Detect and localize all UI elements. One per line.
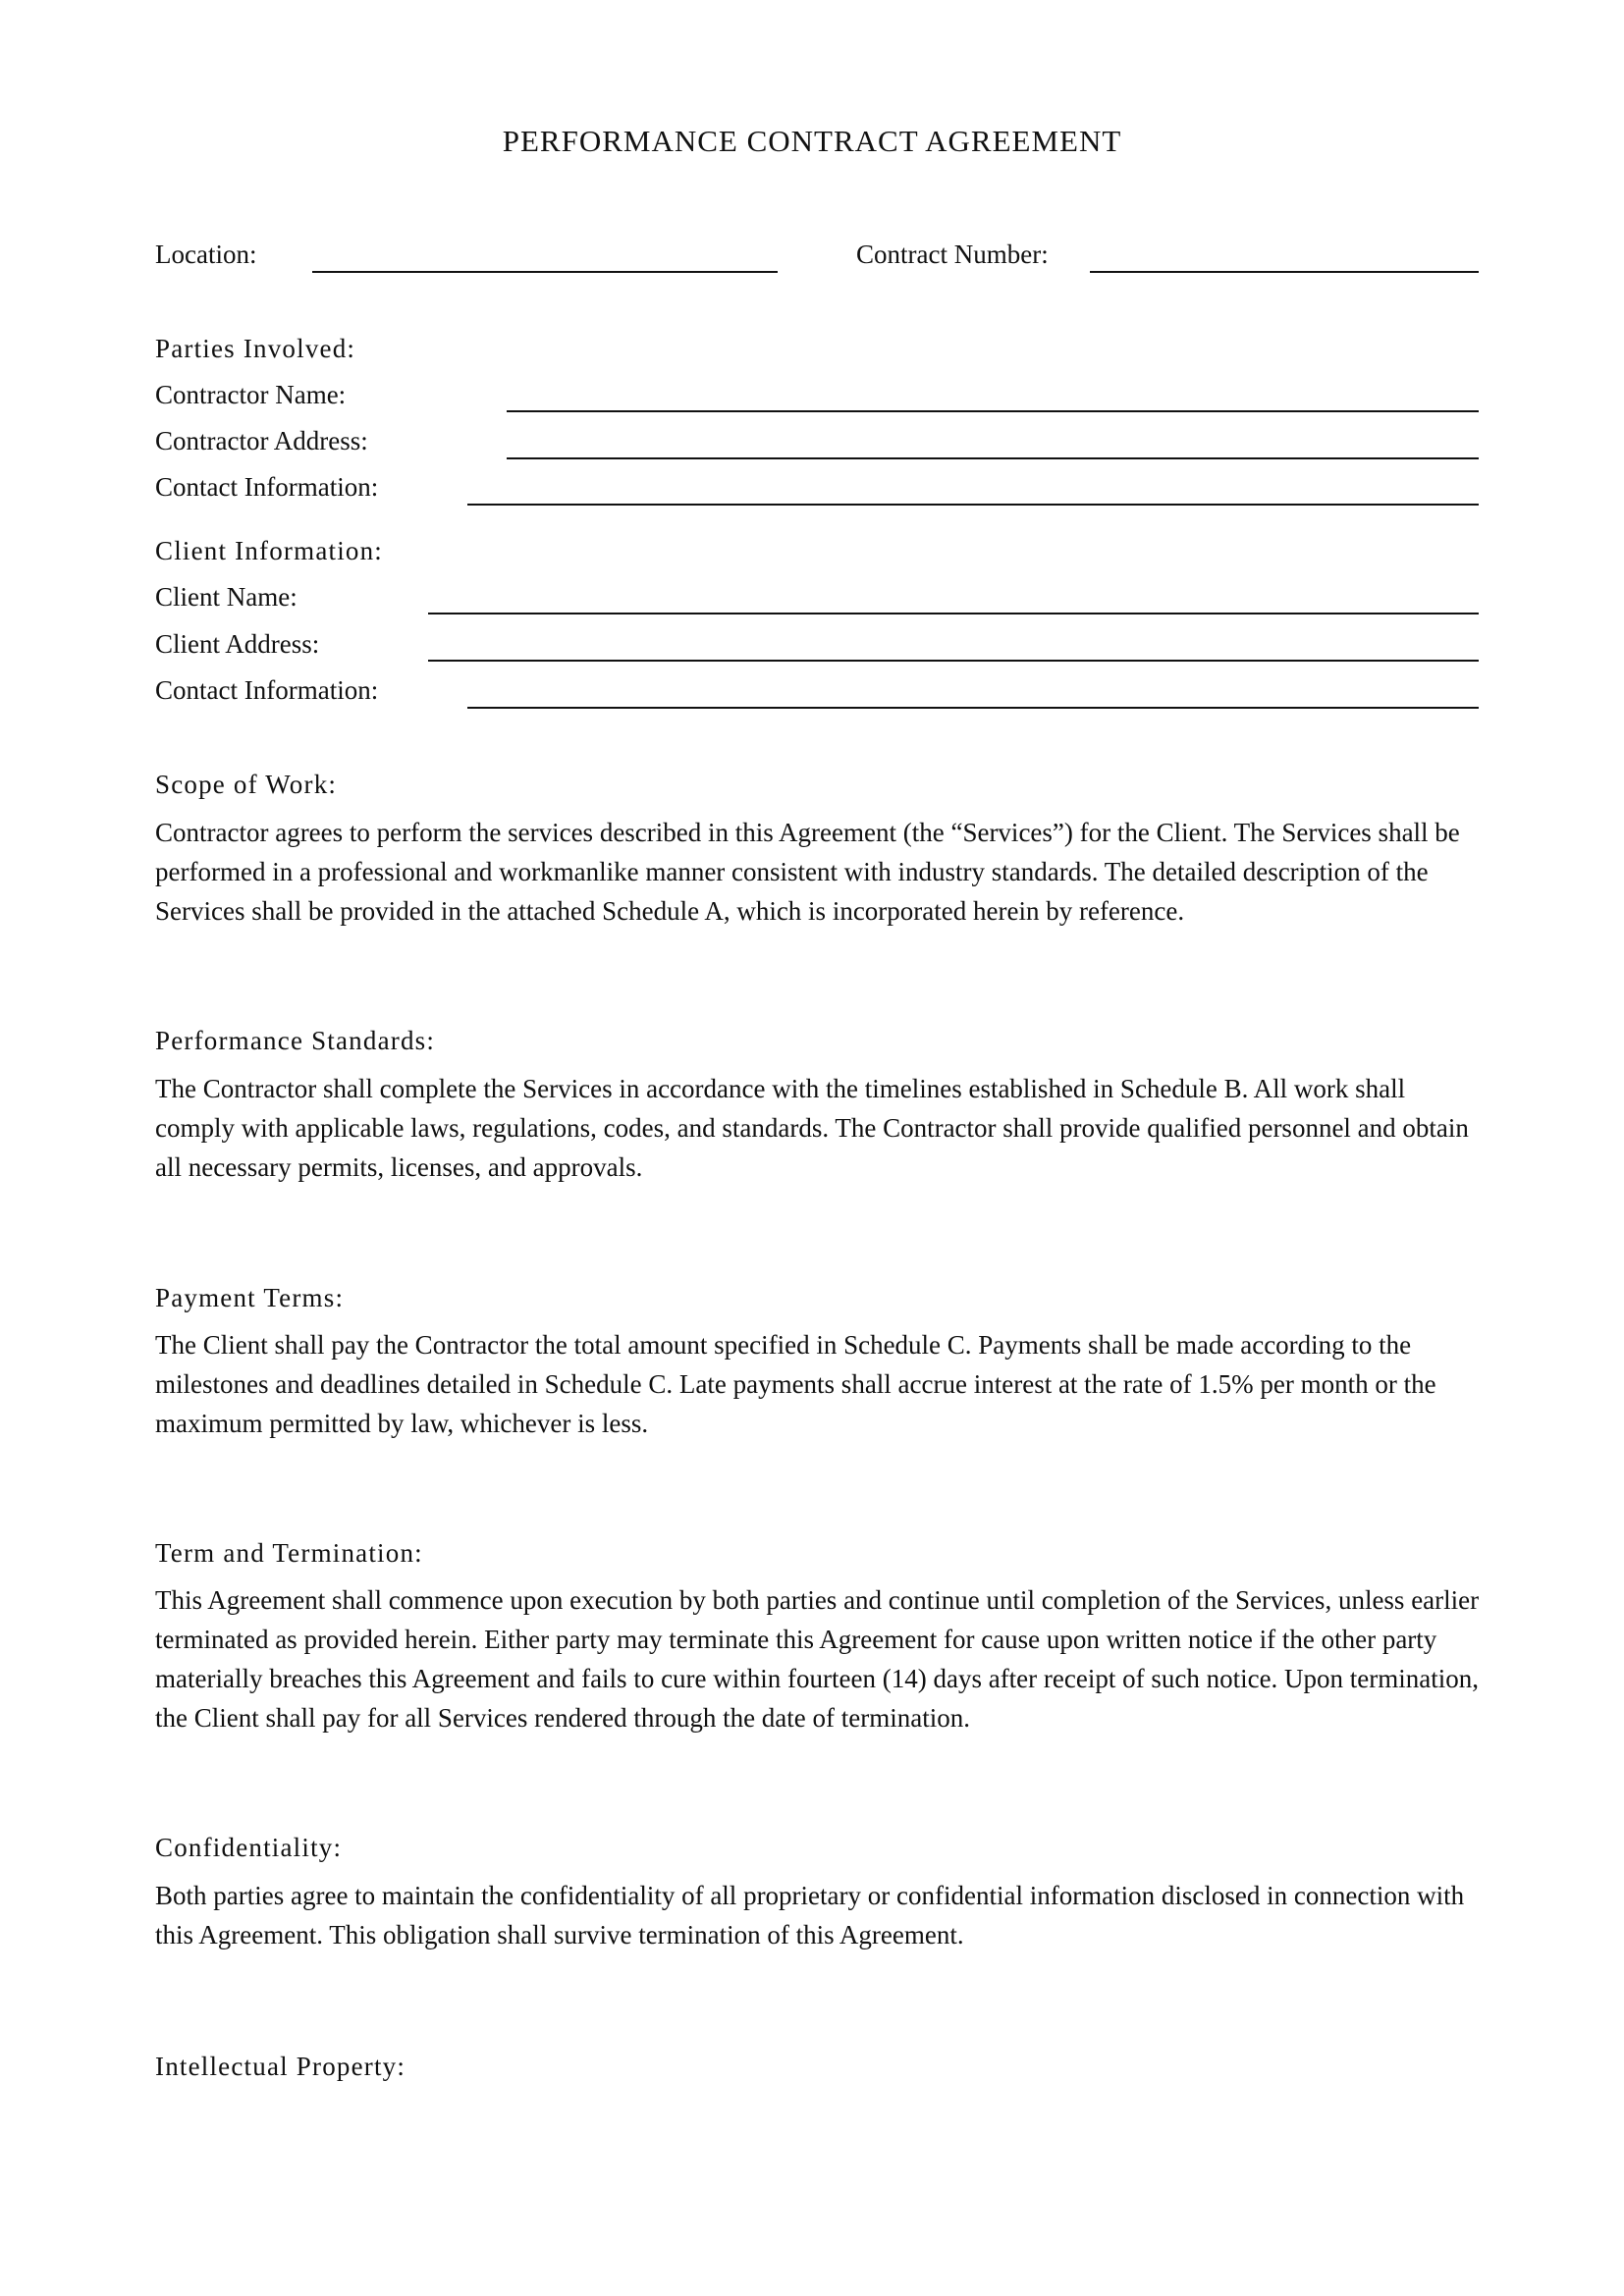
contractor-contact-field-line[interactable] — [467, 504, 1479, 506]
client-name-field-line[interactable] — [428, 613, 1479, 614]
client-address-label: Client Address: — [155, 629, 320, 659]
ip-heading: Intellectual Property: — [155, 2052, 406, 2081]
term-body: This Agreement shall commence upon execution by both parties and continue until completion of the Services, unless earlier terminated as provided herein. Either party may terminate this Agreement for cause upon written notice if the other party materially breaches this Agreement and fails to cure within fourteen (14) days after receipt of such notice. Upon termination, the Client shall pay for all Services rendered through the date of termination. — [155, 1585, 1480, 1733]
client-name-label: Client Name: — [155, 582, 298, 612]
client-address-field-line[interactable] — [428, 660, 1479, 662]
contractor-contact-label: Contact Information: — [155, 472, 379, 502]
contractor-name-field-line[interactable] — [507, 410, 1479, 412]
scope-heading: Scope of Work: — [155, 770, 338, 799]
performance-heading: Performance Standards: — [155, 1026, 436, 1055]
confidentiality-body: Both parties agree to maintain the confidentiality of all proprietary or confidential information disclosed in connection with this Agreement. This obligation shall survive termination of this Agreement. — [155, 1881, 1465, 1949]
scope-body: Contractor agrees to perform the services described in this Agreement (the “Services”) for the Client. The Services shall be performed in a professional and workmanlike manner consistent with industry standards. The detailed description of the Services shall be provided in the attached Schedule A, which is incorporated herein by reference. — [155, 818, 1460, 926]
term-heading: Term and Termination: — [155, 1538, 423, 1568]
contractor-address-field-line[interactable] — [507, 457, 1479, 459]
client-heading: Client Information: — [155, 536, 384, 565]
contract-number-field-line[interactable] — [1090, 271, 1479, 273]
location-field-line[interactable] — [312, 271, 778, 273]
client-contact-field-line[interactable] — [467, 707, 1479, 709]
performance-body: The Contractor shall complete the Services in accordance with the timelines established in Schedule B. All work shall comply with applicable laws, regulations, codes, and standards. The Contractor shall provide qualified personnel and obtain all necessary permits, licenses, and approvals. — [155, 1074, 1469, 1182]
payment-body: The Client shall pay the Contractor the total amount specified in Schedule C. Payments shall be made according to the milestones and deadlines detailed in Schedule C. Late payments shall accrue interest at the rate of 1.5% per month or the maximum permitted by law, whichever is less. — [155, 1330, 1436, 1438]
parties-heading: Parties Involved: — [155, 334, 356, 363]
confidentiality-heading: Confidentiality: — [155, 1833, 343, 1862]
location-label: Location: — [155, 240, 257, 269]
contractor-name-label: Contractor Name: — [155, 380, 347, 409]
payment-heading: Payment Terms: — [155, 1283, 345, 1312]
client-contact-label: Contact Information: — [155, 675, 379, 705]
contractor-address-label: Contractor Address: — [155, 426, 368, 455]
contract-number-label: Contract Number: — [856, 240, 1049, 269]
document-title: PERFORMANCE CONTRACT AGREEMENT — [502, 124, 1122, 158]
